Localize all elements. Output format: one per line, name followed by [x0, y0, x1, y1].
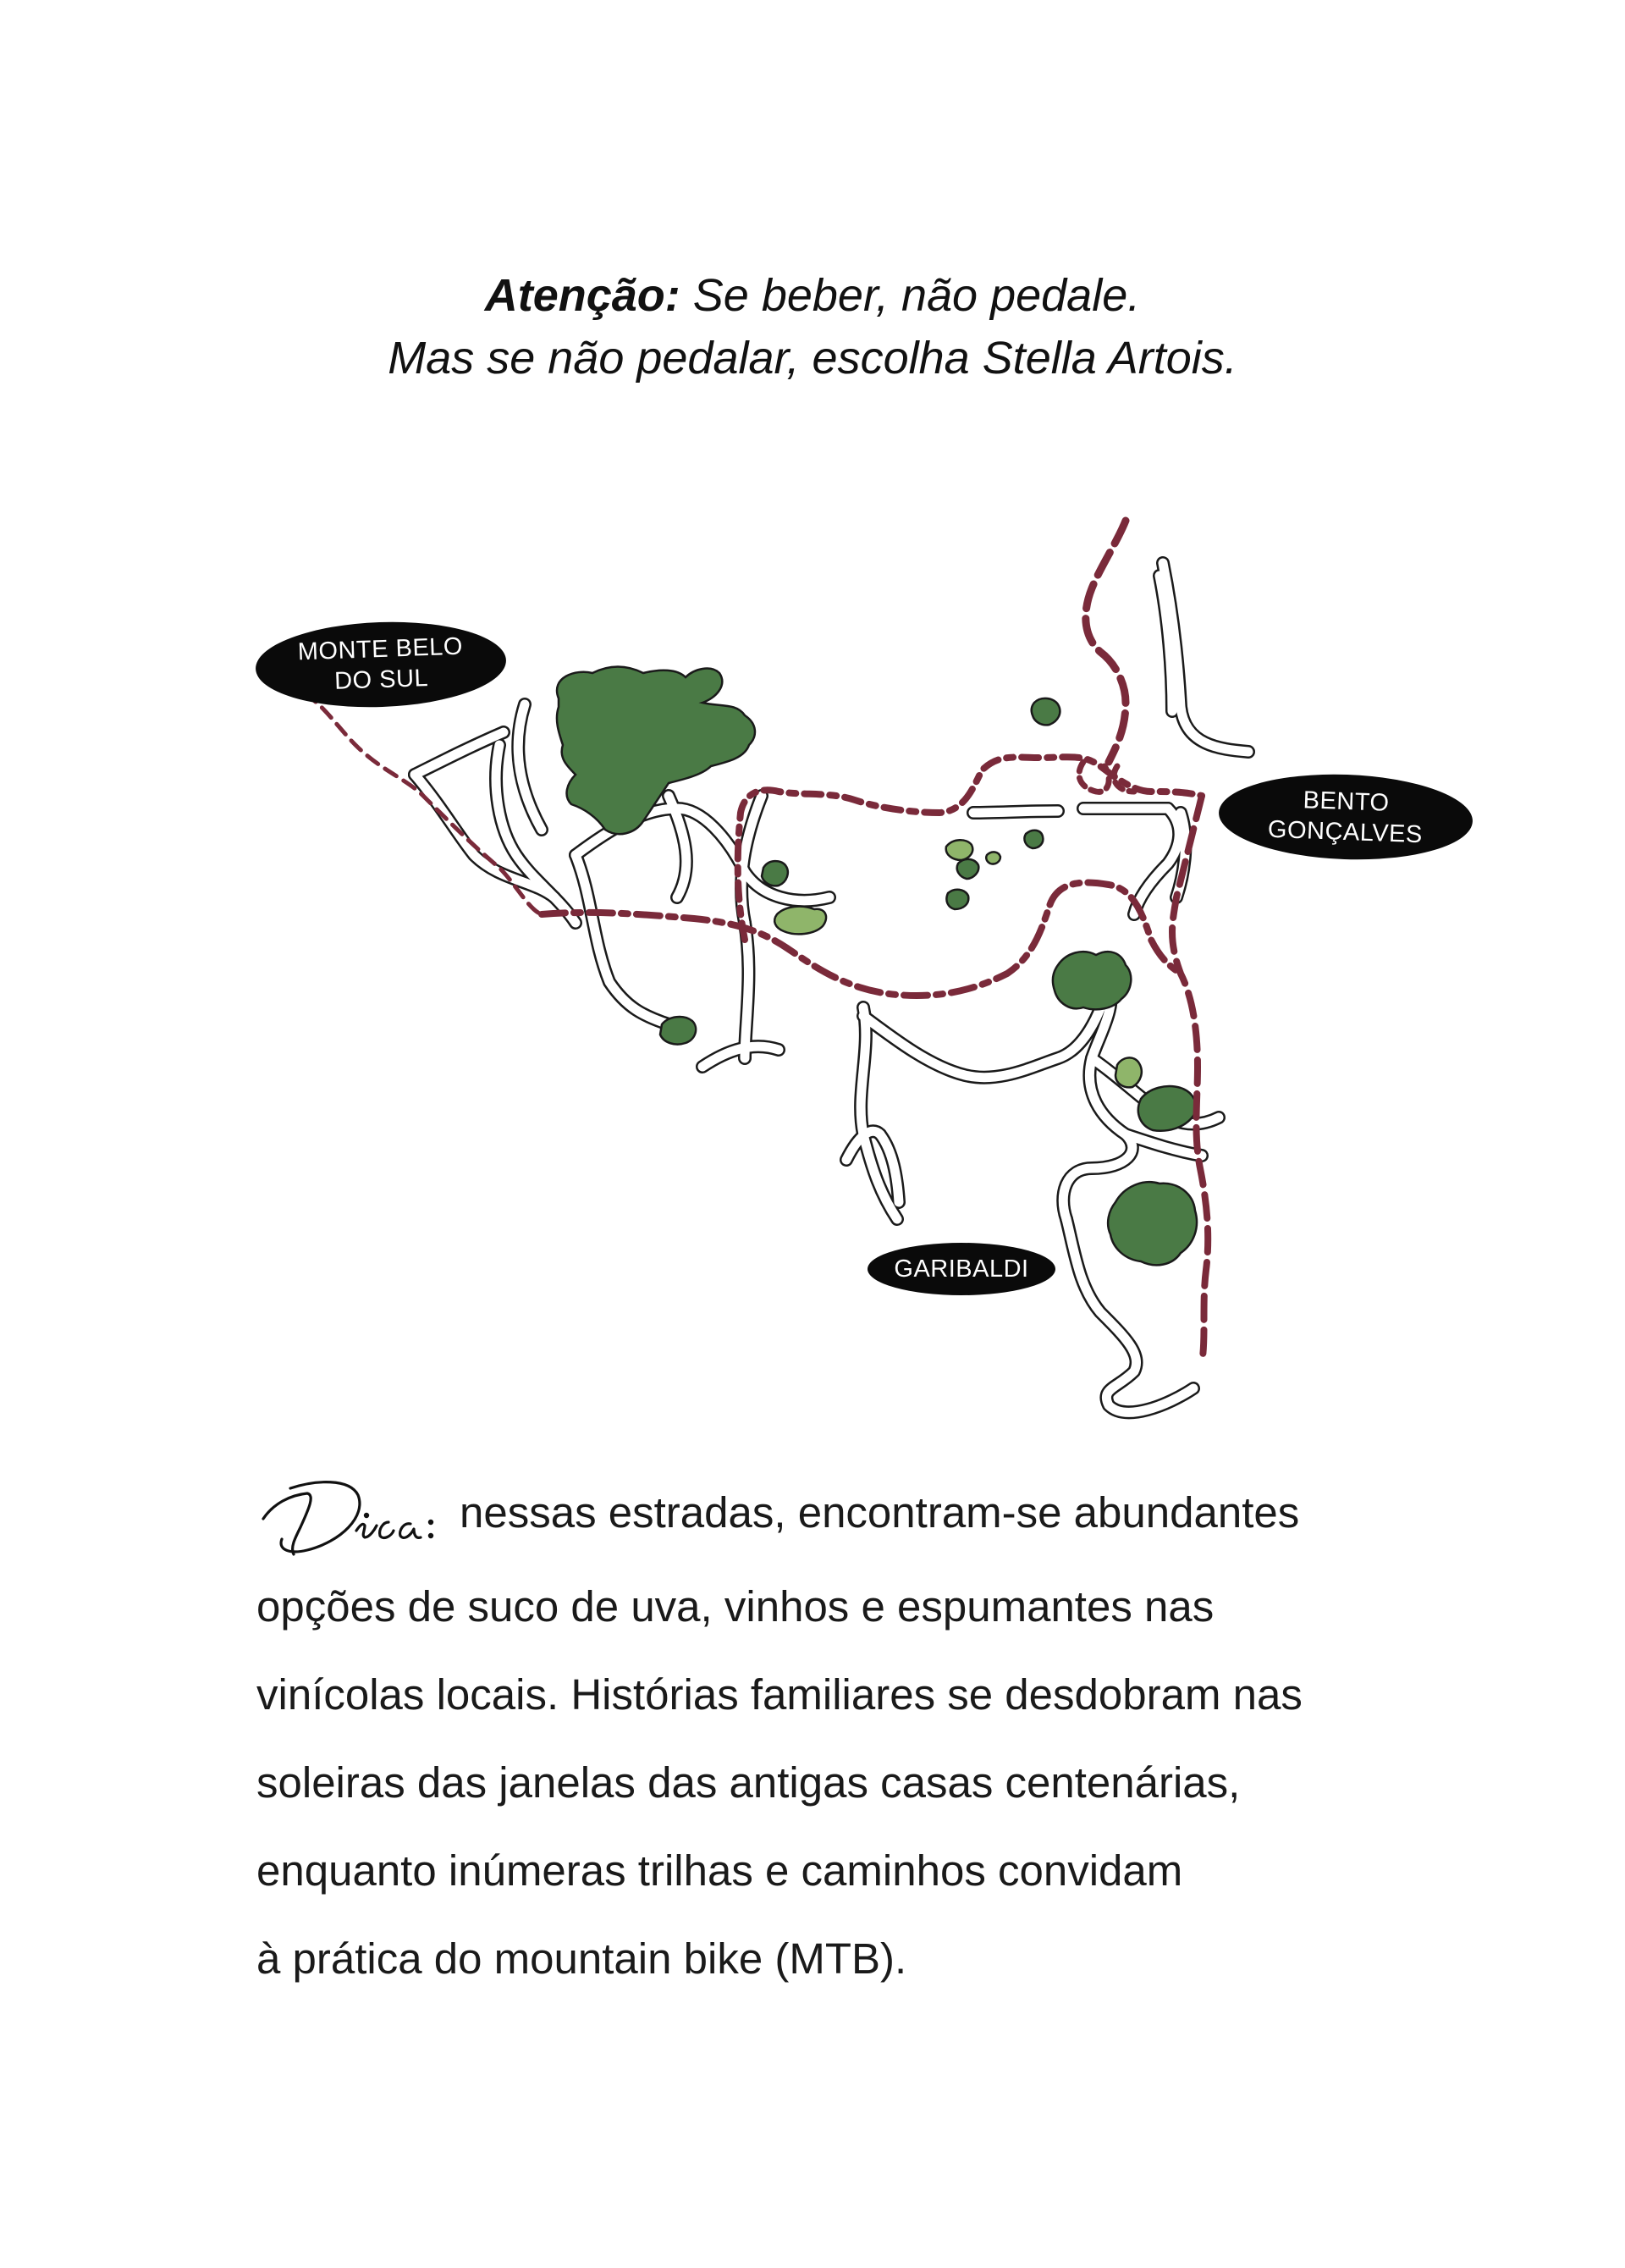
warning-line-2: Mas se não pedalar, escolha Stella Artois. — [388, 333, 1237, 384]
tip-line-1 — [256, 1469, 1407, 1563]
warning-lead: Atenção: — [484, 270, 680, 321]
tip-line-6: à prática do mountain bike (MTB). — [256, 1934, 907, 1983]
vineyard-mid-cluster-1 — [957, 859, 979, 879]
city-label-monte-belo-line-1: MONTE BELO — [297, 632, 464, 666]
vineyard-light-mid-2 — [986, 852, 1000, 864]
tip-line-3: vinícolas locais. Histórias familiares se desdobram nas — [256, 1670, 1303, 1719]
vineyard-bento-small — [1032, 698, 1060, 725]
warning-line-1 — [0, 264, 1625, 327]
vineyard-mid-cluster-3 — [1024, 830, 1043, 848]
vineyard-east-mid — [1053, 952, 1131, 1009]
warning-line-1-rest: Se beber, não pedale. — [680, 270, 1141, 321]
city-label-garibaldi-text: GARIBALDI — [894, 1255, 1029, 1283]
tip-text-line-1: nessas estradas, encontram-se abundantes — [460, 1488, 1300, 1537]
vineyard-east-south-2 — [1108, 1182, 1197, 1265]
city-label-bento-line-1: BENTO — [1303, 786, 1391, 817]
vineyard-light-east — [1115, 1057, 1142, 1087]
vineyard-light-left — [774, 907, 826, 935]
tip-paragraph — [256, 1469, 1407, 2003]
tip-line-4: soleiras das janelas das antigas casas centenárias, — [256, 1758, 1241, 1807]
dica-script-lettering — [256, 1470, 444, 1563]
route-map — [0, 474, 1625, 1431]
vineyard-left-small — [762, 861, 788, 886]
tip-line-2: opções de suco de uva, vinhos e espumantes nas — [256, 1582, 1215, 1631]
tip-line-5: enquanto inúmeras trilhas e caminhos convidam — [256, 1846, 1183, 1895]
city-label-bento-line-2: GONÇALVES — [1267, 815, 1424, 849]
city-label-monte-belo-line-2: DO SUL — [333, 665, 429, 695]
vineyard-mid-cluster-2 — [946, 890, 968, 909]
vineyard-light-mid-1 — [946, 840, 973, 860]
city-label-garibaldi — [868, 1243, 1055, 1295]
warning-text — [0, 264, 1625, 389]
vineyard-southwest — [660, 1017, 696, 1044]
